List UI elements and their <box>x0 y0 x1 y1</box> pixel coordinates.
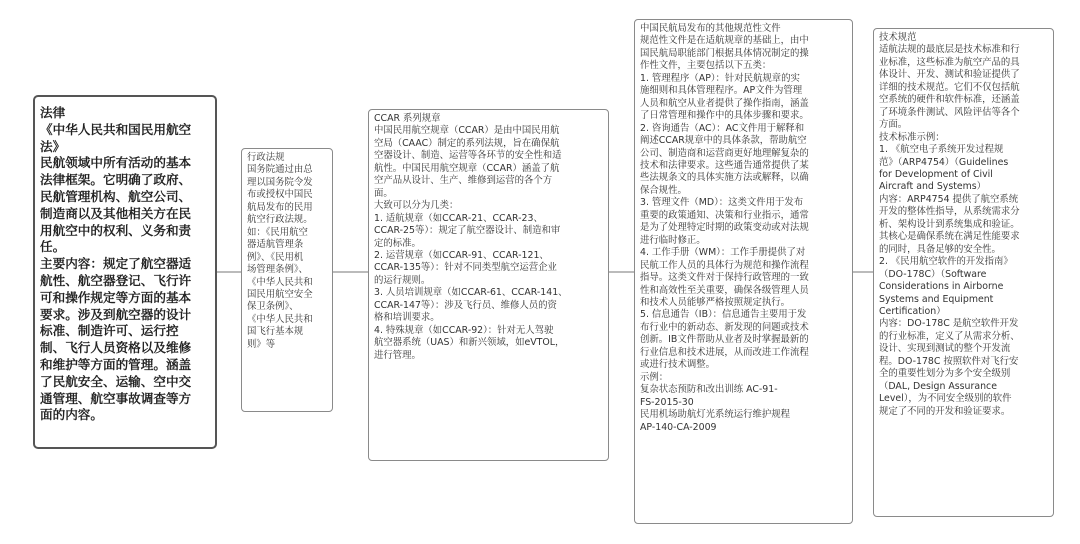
node-text-line: 中国民航局发布的其他规范性文件 <box>640 23 781 34</box>
node-text-line: 场管理条例》、 <box>247 264 308 276</box>
node-text-line: CCAR-25等）：规定了航空器设计、制造和审 <box>374 225 561 237</box>
node-text-line: 民航管理机构、航空公司、 <box>40 188 192 204</box>
node-text-line: 制造商以及其他相关方在民 <box>40 205 192 221</box>
node-text-line: 性和高效性至关重要，确保各级管理人员 <box>640 284 809 296</box>
node-text-line: 设计、实现到测试的整个开发流 <box>879 343 1011 355</box>
node-text-line: 其核心是确保系统在满足性能要求 <box>879 231 1020 243</box>
node-text-line: 业标准，这些标准为航空产品的具 <box>879 56 1020 68</box>
node-text-line: 2. 咨询通告（AC）：AC文件用于解释和 <box>640 122 805 134</box>
node-text-line: 航空器系统（UAS）和新兴领域，如eVTOL， <box>374 337 565 349</box>
node-text-line: Level），为不同安全级别的软件 <box>879 393 1012 405</box>
node-text-line: 了环境条件测试、风险评估等各个 <box>879 106 1020 118</box>
node-text-line: 析、架构设计到系统集成和验证。 <box>879 218 1020 230</box>
node-text-line: 施细则和具体管理程序。AP文件为管理 <box>640 85 803 97</box>
node-administrative-regulations <box>241 148 333 412</box>
node-text-line: 要求。涉及到航空器的设计 <box>40 306 192 322</box>
node-text-line: 用航空中的权利、义务和责 <box>40 222 192 238</box>
node-text-line: 保合规性。 <box>640 184 687 196</box>
node-text-line: 和维护等方面的管理。涵盖 <box>40 356 192 372</box>
node-text-line: （DO-178C）（Software <box>879 268 987 280</box>
node-text-line: 方面。 <box>879 119 908 131</box>
node-text-line: 布或授权中国民 <box>247 189 313 201</box>
node-text-line: 程。DO-178C 按照软件对飞行安 <box>879 355 1019 367</box>
node-text-line: 3. 管理文件（MD）：这类文件用于发布 <box>640 197 804 209</box>
node-text-line: 了日常管理和操作中的具体步骤和要求。 <box>640 110 809 122</box>
node-text-line: 进行管理。 <box>374 349 421 361</box>
node-text-line: （DAL, Design Assurance <box>879 380 997 392</box>
node-text-line: 航空行政法规。 <box>247 214 313 226</box>
node-text-line: Considerations in Airborne <box>879 281 1004 293</box>
node-text-line: 适航法规的最底层是技术标准和行 <box>879 44 1020 56</box>
node-text-line: 规范性文件是在适航规章的基础上，由中 <box>640 35 809 47</box>
node-text-line: 阐述CCAR规章中的具体条款，帮助航空 <box>640 135 807 147</box>
node-text-line: 理以国务院令发 <box>247 176 313 188</box>
node-text-line: AP-140-CA-2009 <box>640 421 717 433</box>
node-text-line: 大致可以分为几类： <box>374 200 459 212</box>
node-text-line: 作性文件，主要包括以下五类： <box>640 60 772 72</box>
node-text-line: 创新。IB文件帮助从业者及时掌握最新的 <box>640 334 809 346</box>
node-text-line: 的同时，具备足够的安全性。 <box>879 243 1001 255</box>
node-text-line: 2. 运营规章（如CCAR-91、CCAR-121、 <box>374 249 549 261</box>
node-text-line: 指导。这类文件对于保持行政管理的一致 <box>640 272 809 284</box>
node-text-line: Certification） <box>879 305 946 317</box>
node-text-line: 技术规范 <box>879 32 917 43</box>
node-text-line: 复杂状态预防和改出训练 AC-91- <box>640 384 778 396</box>
node-text-line: 行政法规 <box>247 152 285 163</box>
node-text-line: 布行业中的新动态、新发现的问题或技术 <box>640 321 809 333</box>
node-text-line: CCAR 系列规章 <box>374 113 441 124</box>
node-text-line: 面的内容。 <box>40 407 103 423</box>
node-text-line: 了民航安全、运输、空中交 <box>40 373 192 389</box>
node-text-line: 如：《民用航空 <box>247 226 308 238</box>
node-text-line: 中国民用航空规章（CCAR）是由中国民用航 <box>374 125 560 137</box>
node-text-line: 《中华人民共和 <box>247 313 313 325</box>
node-text-line: 民航领域中所有活动的基本 <box>40 155 192 171</box>
node-text-line: 空产品从设计、生产、维修到运营的各个方 <box>374 175 553 187</box>
node-text-line: 1. 适航规章（如CCAR-21、CCAR-23、 <box>374 212 543 224</box>
node-text-line: 制、飞行人员资格以及维修 <box>40 340 192 356</box>
node-text-line: Aircraft and Systems） <box>879 181 987 193</box>
node-text-line: 详细的技术规范。它们不仅包括航 <box>879 81 1020 93</box>
node-text-line: 示例： <box>640 371 669 383</box>
node-text-line: 重要的政策通知、决策和行业指示，通常 <box>640 209 809 221</box>
node-text-line: 器适航管理条 <box>247 239 304 251</box>
node-text-line: 全的重要性划分为多个安全级别 <box>879 368 1011 380</box>
node-text-line: 行业信息和技术进展，从而改进工作流程 <box>640 346 809 358</box>
node-text-line: 1. 管理程序（AP）：针对民航规章的实 <box>640 72 800 84</box>
node-text-line: 通管理、航空事故调查等方 <box>40 390 192 406</box>
node-text-line: 航局发布的民用 <box>247 201 313 213</box>
node-text-line: 民用机场助航灯光系统运行维护规程 <box>640 409 791 421</box>
node-text-line: 是为了处理特定时期的政策变动或对法规 <box>640 222 809 234</box>
node-text-line: 主要内容：规定了航空器适 <box>40 256 192 272</box>
node-text-line: 可和操作规定等方面的基本 <box>40 289 192 305</box>
node-text-line: 的运行规则。 <box>374 274 431 286</box>
node-text-line: 定的标准。 <box>374 237 421 249</box>
node-text-line: 和技术人员能够严格按照规定执行。 <box>640 296 791 308</box>
node-text-line: 2. 《民用航空软件的开发指南》 <box>879 256 1013 268</box>
node-text-line: CCAR-135等）：针对不同类型航空运营企业 <box>374 262 557 274</box>
node-text-line: 3. 人员培训规章（如CCAR-61、CCAR-141、 <box>374 287 568 299</box>
node-text-line: 保卫条例》、 <box>247 301 299 313</box>
node-text-line: 的行业标准，定义了从需求分析、 <box>879 330 1020 342</box>
node-text-line: 《中华人民共和 <box>247 276 313 288</box>
node-text-line: 内容：DO-178C 是航空软件开发 <box>879 318 1019 330</box>
node-technical-standards <box>873 28 1054 517</box>
node-text-line: 公司、制造商和运营商更好地理解复杂的 <box>640 147 809 159</box>
node-text-line: 国民航局职能部门根据具体情况制定的操 <box>640 47 809 59</box>
node-text-line: 内容：ARP4754 提供了航空系统 <box>879 193 1019 205</box>
node-text-line: 4. 特殊规章（如CCAR-92）：针对无人驾驶 <box>374 324 554 336</box>
node-ccar-regulations <box>368 109 609 461</box>
node-text-line: 任。 <box>40 239 66 255</box>
node-text-line: 法律 <box>40 105 66 120</box>
node-text-line: 开发的整体性指导，从系统需求分 <box>879 206 1020 218</box>
node-text-line: 国民用航空安全 <box>247 288 313 300</box>
node-text-line: 格和培训要求。 <box>374 312 440 324</box>
node-text-line: 人员和航空从业者提供了操作指南，涵盖 <box>640 97 809 109</box>
node-text-line: 些法规条文的具体实施方法或解释，以确 <box>640 172 809 184</box>
node-text-line: 国飞行基本规 <box>247 326 304 338</box>
node-text-line: 范》（ARP4754）（Guidelines <box>879 156 1009 168</box>
node-text-line: for Development of Civil <box>879 168 993 180</box>
node-text-line: CCAR-147等）：涉及飞行员、维修人员的资 <box>374 299 557 311</box>
node-text-line: 4. 工作手册（WM）：工作手册提供了对 <box>640 247 806 259</box>
node-text-line: 法》 <box>40 138 66 154</box>
node-text-line: 技术标准示例： <box>879 131 945 143</box>
node-text-line: 标准、制造许可、运行控 <box>40 323 179 339</box>
node-text-line: 或进行技术调整。 <box>640 359 716 371</box>
node-text-line: 空器设计、制造、运营等各环节的安全性和适 <box>374 150 562 162</box>
node-other-normative-documents <box>634 19 853 524</box>
node-text-line: 1. 《航空电子系统开发过程规 <box>879 144 1004 156</box>
node-text-line: 空系统的硬件和软件标准，还涵盖 <box>879 94 1020 106</box>
node-text-line: 例》、《民用机 <box>247 251 304 263</box>
node-text-line: 航性、航空器登记、飞行许 <box>40 272 192 288</box>
node-text-line: 面。 <box>374 187 393 199</box>
node-text-line: 法律框架。它明确了政府、 <box>40 172 192 188</box>
node-text-line: FS-2015-30 <box>640 396 694 408</box>
node-text-line: 体设计、开发、测试和验证提供了 <box>879 69 1020 81</box>
node-text-line: Systems and Equipment <box>879 293 994 305</box>
node-text-line: 航性。中国民用航空规章（CCAR）涵盖了航 <box>374 162 560 174</box>
node-text-line: 技术和法律要求。这些通告通常提供了某 <box>640 159 809 171</box>
node-text-line: 则》等 <box>247 338 276 350</box>
node-text-line: 国务院通过由总 <box>247 164 313 176</box>
node-text-line: 《中华人民共和国民用航空 <box>40 121 192 137</box>
node-law <box>33 95 217 449</box>
node-text-line: 进行临时修正。 <box>640 234 706 246</box>
node-text-line: 5. 信息通告（IB）：信息通告主要用于发 <box>640 309 807 321</box>
node-text-line: 规定了不同的开发和验证要求。 <box>879 405 1011 417</box>
node-text-line: 民航工作人员的具体行为规范和操作流程 <box>640 259 809 271</box>
node-text-line: 空局（CAAC）制定的系列法规，旨在确保航 <box>374 137 560 149</box>
